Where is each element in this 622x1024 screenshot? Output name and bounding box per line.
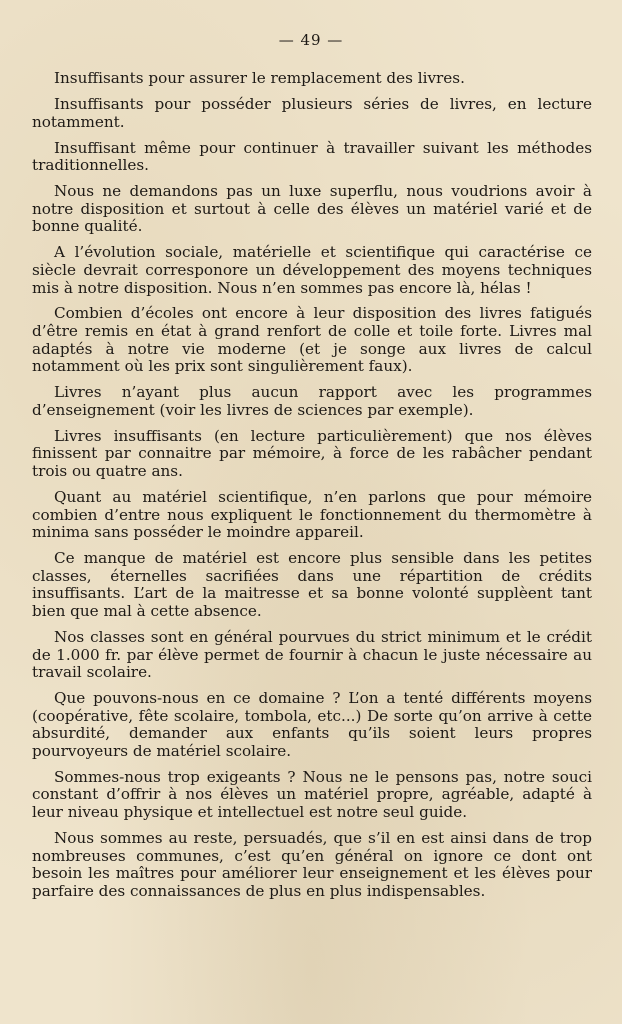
paragraph-5: A l’évolution sociale, matérielle et scientifique qui caractérise ce siècle devrait corresponore un développement des moyens techniques mis à notre disposition. Nous n’en sommes pas encore là, hélas ! [32, 243, 592, 297]
paragraph-6: Combien d’écoles ont encore à leur disposition des livres fatigués d’être remis en état à grand renfort de colle et toile forte. Livres mal adaptés à notre vie moderne (et je songe aux livres de calcul notamment où les prix sont singulièrement faux). [32, 304, 592, 376]
paragraph-14: Nous sommes au reste, persuadés, que s’il en est ainsi dans de trop nombreuses communes, c’est qu’en général on ignore ce dont ont besoin les maîtres pour améliorer leur enseignement et les élèves pour parfaire des connaissances de plus en plus indispensables. [32, 829, 592, 900]
page-number: — 49 — [278, 31, 344, 49]
paragraph-7: Livres n’ayant plus aucun rapport avec les programmes d’enseignement (voir les livres de sciences par exemple). [32, 383, 592, 419]
paragraph-8: Livres insuffisants (en lecture particulièrement) que nos élèves finissent par connaitre par mémoire, à force de les rabâcher pendant trois ou quatre ans. [32, 426, 592, 481]
paragraph-3: Insuffisant même pour continuer à travailler suivant les méthodes traditionnelles. [32, 138, 592, 175]
paragraph-1: Insuffisants pour assurer le remplacement des livres. [54, 69, 465, 87]
paragraph-10: Ce manque de matériel est encore plus sensible dans les petites classes, éternelles sacrifiées dans une répartition de crédits insuffisants. L’art de la maitresse et sa bonne volonté supplèent tant bien que mal à cette absence. [32, 549, 592, 620]
paragraph-12: Que pouvons-nous en ce domaine ? L’on a tenté différents moyens (coopérative, fête scolaire, tombola, etc...) De sorte qu’on arrive à cette absurdité, demander aux enfants qu’ils soient leurs propres pourvoyeurs de matériel scolaire. [32, 689, 592, 760]
paragraph-13: Sommes-nous trop exigeants ? Nous ne le pensons pas, notre souci constant d’offrir à nos élèves un matériel propre, agréable, adapté à leur niveau physique et intellectuel est notre seul guide. [32, 767, 592, 822]
paragraph-4: Nous ne demandons pas un luxe superflu, nous voudrions avoir à notre disposition et surtout à celle des élèves un matériel varié et de bonne qualité. [32, 182, 592, 236]
paragraph-11: Nos classes sont en général pourvues du strict minimum et le crédit de 1.000 fr. par élève permet de fournir à chacun le juste nécessaire au travail scolaire. [32, 627, 592, 682]
paragraph-2: Insuffisants pour posséder plusieurs séries de livres, en lecture notamment. [32, 94, 592, 131]
document-page [26, 0, 596, 1024]
body-text [32, 70, 592, 909]
paragraph-9: Quant au matériel scientifique, n’en parlons que pour mémoire combien d’entre nous expliquent le fonctionnement du thermomètre à minima sans posséder le moindre appareil. [32, 488, 592, 542]
